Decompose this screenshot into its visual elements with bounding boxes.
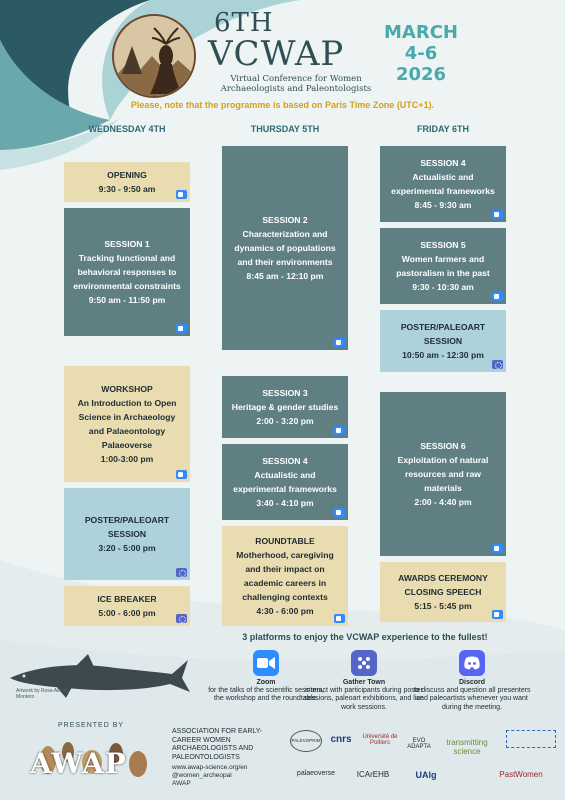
- card-title: SESSION 4: [262, 456, 308, 466]
- zoom-icon: [176, 324, 187, 333]
- card-line: and Palaeontology: [88, 426, 166, 436]
- partner-logo: PastWomen: [499, 770, 543, 779]
- gather-town-icon: [492, 360, 503, 369]
- platform-desc: interact with participants during poster sessions, paleoart exhibitions, and live work sessions.: [304, 687, 424, 711]
- card-line: Actualistic and: [254, 470, 316, 480]
- zoom-camera-icon: [253, 650, 279, 676]
- card-line: experimental frameworks: [391, 186, 495, 196]
- partner-logo: PALEVOPRIM: [290, 730, 322, 752]
- card-line: academic careers in: [243, 578, 327, 588]
- gather-town-icon: [351, 650, 377, 676]
- card-time: 9:50 am - 11:50 pm: [88, 295, 166, 305]
- platform-desc: to discuss and question all presenters and paleoartists whenever you want during the meeting.: [413, 687, 531, 711]
- awap-wordmark: AWAP: [30, 747, 127, 780]
- artwork-credit: Artwork by Rosa Alonso Montero: [16, 688, 70, 700]
- platform-discord[interactable]: [412, 650, 532, 712]
- card-title: SESSION 2: [262, 215, 308, 225]
- card-line: resources and raw: [405, 469, 481, 479]
- card-title: SESSION 1: [104, 239, 150, 249]
- partner-logo: EVO ADAPTA: [407, 738, 431, 750]
- card-time: 2:00 - 4:40 pm: [414, 497, 472, 507]
- partner-logo: palaeoverse: [296, 770, 336, 777]
- dates-year: 2026: [395, 64, 447, 85]
- card-time: 2:00 - 3:20 pm: [256, 416, 314, 426]
- card-title: SESSION 5: [420, 240, 466, 250]
- platform-name: Discord: [458, 679, 486, 686]
- card-title: SESSION 6: [420, 441, 466, 451]
- presented-by-label: PRESENTED BY: [58, 722, 125, 729]
- card-time: 9:30 - 10:30 am: [412, 282, 474, 292]
- platform-gather[interactable]: [304, 650, 424, 712]
- card-line: dynamics of populations: [234, 243, 336, 253]
- zoom-icon: [492, 544, 503, 553]
- card-line: Tracking functional and: [78, 253, 176, 263]
- card-title: SESSION: [423, 336, 463, 346]
- dates-days: 4-6: [404, 43, 438, 64]
- timezone-note: Please, note that the programme is based on Paris Time Zone (UTC+1).: [130, 100, 435, 110]
- social-handle[interactable]: @women_archeopal: [172, 772, 232, 779]
- thu-roundtable-card[interactable]: [222, 526, 348, 626]
- card-time: 10:50 am - 12:30 pm: [402, 350, 484, 360]
- partner-logo: transmitting science: [446, 738, 488, 756]
- zoom-icon: [492, 610, 503, 619]
- thu-session4-card[interactable]: [222, 444, 348, 520]
- partner-logo: cnrs: [330, 734, 352, 745]
- zoom-icon: [176, 190, 187, 199]
- card-time: 5:00 - 6:00 pm: [98, 608, 156, 618]
- card-line: Heritage & gender studies: [231, 402, 339, 412]
- wed-session1-card[interactable]: [64, 208, 190, 336]
- conference-acronym: VCWAP: [208, 34, 345, 74]
- card-line: Science in Archaeology: [78, 412, 176, 422]
- card-title: AWARDS CEREMONY: [398, 573, 488, 583]
- card-time: 9:30 - 9:50 am: [98, 184, 156, 194]
- day-header-friday: FRIDAY 6TH: [416, 124, 469, 134]
- wed-poster-card[interactable]: [64, 488, 190, 580]
- gather-town-icon: [176, 614, 187, 623]
- zoom-icon: [492, 292, 503, 301]
- card-line: Exploitation of natural: [397, 455, 489, 465]
- card-line: materials: [424, 483, 462, 493]
- website-link[interactable]: www.awap-science.org/en: [172, 764, 248, 771]
- platform-name: Zoom: [256, 679, 276, 686]
- card-title: SESSION: [107, 529, 147, 539]
- card-line: and their impact on: [245, 564, 325, 574]
- partner-logo: Université de Poitiers: [362, 734, 398, 746]
- fri-session4-card[interactable]: [380, 146, 506, 222]
- card-line: and their environments: [237, 257, 333, 267]
- discord-icon: [459, 650, 485, 676]
- card-line: pastoralism in the past: [396, 268, 490, 278]
- association-name: ASSOCIATION FOR EARLY-CAREER WOMEN ARCHAEOLOGISTS AND PALEONTOLOGISTS: [172, 728, 263, 761]
- card-title: SESSION 4: [420, 158, 466, 168]
- conference-dates: [376, 22, 466, 85]
- platform-name: Gather Town: [342, 679, 386, 686]
- wed-workshop-card[interactable]: [64, 366, 190, 482]
- card-title: SESSION 3: [262, 388, 308, 398]
- fri-session6-card[interactable]: [380, 392, 506, 556]
- platform-desc: for the talks of the scientific sessions, the workshop and the roundtable.: [208, 687, 324, 703]
- fri-session5-card[interactable]: [380, 228, 506, 304]
- day-header-thursday: THURSDAY 5TH: [250, 124, 320, 134]
- card-line: Actualistic and: [412, 172, 474, 182]
- zoom-icon: [334, 338, 345, 347]
- card-line: challenging contexts: [242, 592, 328, 602]
- gather-town-icon: [176, 568, 187, 577]
- card-line: Women farmers and: [401, 254, 485, 264]
- social-handle-2: AWAP: [172, 780, 191, 787]
- conference-subtitle: Virtual Conference for Women Archaeologists and Paleontologists: [220, 74, 372, 94]
- conference-logo: [112, 14, 196, 98]
- day-header-wednesday: WEDNESDAY 4TH: [88, 124, 166, 134]
- partner-logo: UAlg: [415, 770, 437, 780]
- card-line: experimental frameworks: [233, 484, 337, 494]
- zoom-icon: [492, 210, 503, 219]
- card-line: An Introduction to Open: [77, 398, 177, 408]
- card-time: 3:20 - 5:00 pm: [98, 543, 156, 553]
- card-time: 3:40 - 4:10 pm: [256, 498, 314, 508]
- platforms-heading: 3 platforms to enjoy the VCWAP experience to the fullest!: [242, 632, 488, 642]
- wed-icebreaker-card[interactable]: [64, 586, 190, 626]
- card-line: Palaeoverse: [101, 440, 153, 450]
- dates-month: MARCH: [384, 22, 458, 43]
- card-time: 4:30 - 6:00 pm: [256, 606, 314, 616]
- card-title: POSTER/PALEOART: [400, 322, 486, 332]
- zoom-icon: [334, 426, 345, 435]
- card-title: OPENING: [107, 170, 147, 180]
- partner-logo-graphic: [506, 730, 556, 748]
- card-title: ICE BREAKER: [97, 594, 157, 604]
- zoom-icon: [176, 470, 187, 479]
- zoom-icon: [334, 614, 345, 623]
- card-line: environmental constraints: [73, 281, 181, 291]
- wed-opening-card[interactable]: [64, 162, 190, 202]
- card-title: CLOSING SPEECH: [404, 587, 482, 597]
- thu-session2-card[interactable]: [222, 146, 348, 350]
- edition-label: 6TH: [214, 8, 274, 38]
- zoom-icon: [334, 508, 345, 517]
- card-title: ROUNDTABLE: [255, 536, 315, 546]
- card-time: 8:45 - 9:30 am: [414, 200, 472, 210]
- partner-logo: ICArEHB: [356, 770, 390, 779]
- card-line: Characterization and: [242, 229, 328, 239]
- card-line: Motherhood, caregiving: [236, 550, 334, 560]
- fri-awards-card[interactable]: [380, 562, 506, 622]
- thu-session3-card[interactable]: [222, 376, 348, 438]
- card-time: 5:15 - 5:45 pm: [414, 601, 472, 611]
- card-time: 1:00-3:00 pm: [100, 454, 154, 464]
- card-line: behavioral responses to: [77, 267, 177, 277]
- card-time: 8:45 am - 12:10 pm: [246, 271, 324, 281]
- card-title: POSTER/PALEOART: [84, 515, 170, 525]
- contact-info: [172, 764, 287, 788]
- fri-poster-card[interactable]: [380, 310, 506, 372]
- card-title: WORKSHOP: [101, 384, 153, 394]
